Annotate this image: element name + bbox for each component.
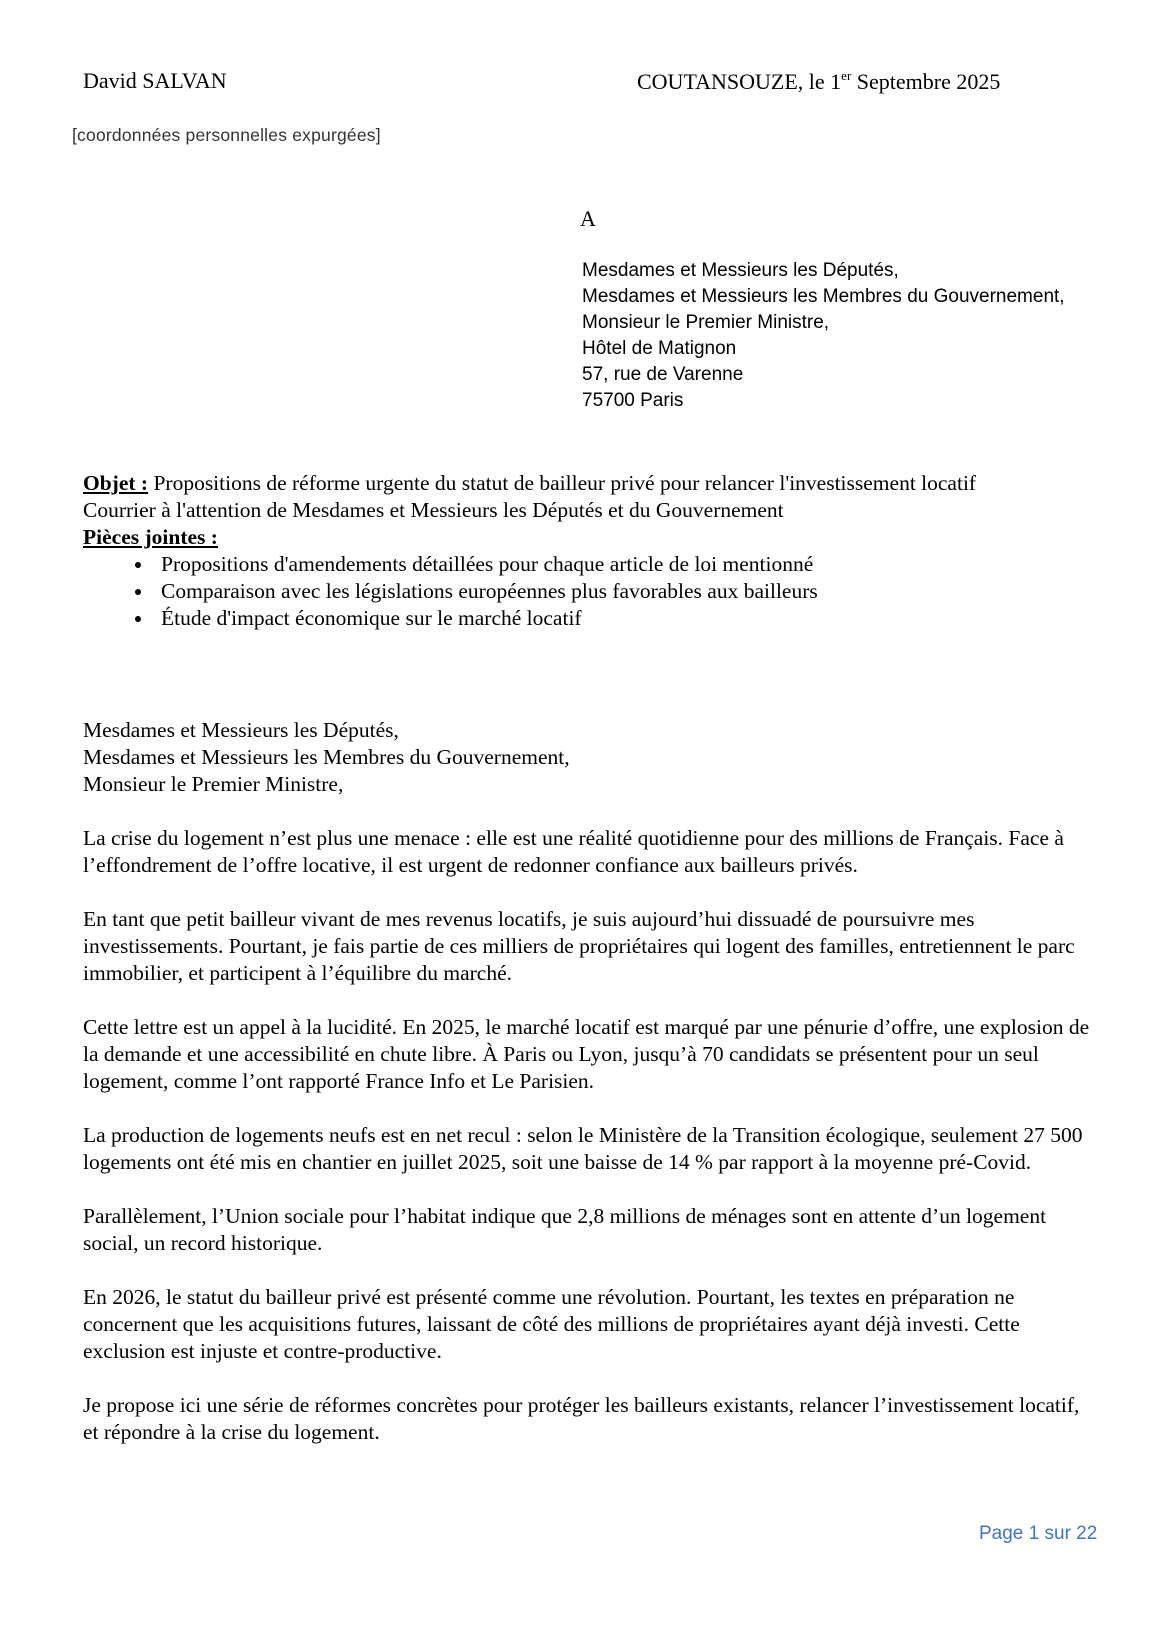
subject-line [83,470,1093,497]
recipient-line: Mesdames et Messieurs les Députés, [582,260,899,281]
body-paragraph: La crise du logement n’est plus une menace : elle est une réalité quotidienne pour des millions de Français. Face à l’effondrement de l’offre locative, il est urgent de redonner confiance aux bailleurs privés. [83,826,1064,877]
body-paragraph: En 2026, le statut du bailleur privé est présenté comme une révolution. Pourtant, les textes en préparation ne concernent que les acquisitions futures, laissant de côté des millions de propriétaires ayant déjà investi. Cette exclusion est injuste et contre-productive. [83,1285,1020,1363]
place-date-suffix: Septembre 2025 [851,69,1001,94]
body-paragraph: En tant que petit bailleur vivant de mes revenus locatifs, je suis aujourd’hui dissuadé de poursuivre mes investissements. Pourtant, je fais partie de ces milliers de propriétaires qui logent des familles, entretiennent le parc immobilier, et participent à l’équilibre du marché. [83,907,1075,985]
subject-section [83,470,1093,632]
body-paragraph: Parallèlement, l’Union sociale pour l’habitat indique que 2,8 millions de ménages sont en attente d’un logement social, un record historique. [83,1204,1047,1255]
attachment-item: • Étude d'impact économique sur le marché locatif [154,605,1093,632]
body-paragraph: La production de logements neufs est en net recul : selon le Ministère de la Transition écologique, seulement 27 500 logements ont été mis en chantier en juillet 2025, soit une baisse de 14 % par rapport à la moyenne pré-Covid. [83,1123,1083,1174]
recipient-line: 75700 Paris [582,390,684,411]
attachments-label-text: Pièces jointes : [83,525,218,549]
attachments-label [83,524,1093,551]
subject-label: Objet : [83,471,149,495]
letter-body [83,717,1093,1473]
place-and-date [637,68,1000,95]
attachments-list [83,551,1093,632]
recipient-line: Hôtel de Matignon [582,338,737,359]
body-paragraph: Cette lettre est un appel à la lucidité. En 2025, le marché locatif est marqué par une pénurie d’offre, une explosion de la demande et une accessibilité en chute libre. À Paris ou Lyon, jusqu’à 70 candidats se présentent pour un seul logement, comme l’ont rapporté France Info et Le Parisien. [83,1015,1090,1093]
place-date-prefix: COUTANSOUZE, le 1 [637,69,842,94]
subject-text: Propositions de réforme urgente du statut de bailleur privé pour relancer l'investissement locatif [148,471,977,495]
recipient-prefix: A [580,206,596,231]
place-date-ordinal: er [841,68,852,83]
salutation-line: Mesdames et Messieurs les Députés, [83,718,399,742]
recipient-line: Mesdames et Messieurs les Membres du Gouvernement, [582,286,1065,307]
subject-line-2: Courrier à l'attention de Mesdames et Messieurs les Députés et du Gouvernement [83,498,784,522]
attachment-item: • Propositions d'amendements détaillées pour chaque article de loi mentionné [154,551,1093,578]
salutation [83,717,1093,798]
recipient-address-block [582,258,1065,414]
redacted-contact-note: [coordonnées personnelles expurgées] [72,125,381,145]
attachment-item: • Comparaison avec les législations européennes plus favorables aux bailleurs [154,578,1093,605]
page-number: Page 1 sur 22 [979,1523,1098,1544]
recipient-line: 57, rue de Varenne [582,364,744,385]
salutation-line: Mesdames et Messieurs les Membres du Gouvernement, [83,745,570,769]
salutation-line: Monsieur le Premier Ministre, [83,772,344,796]
body-paragraph: Je propose ici une série de réformes concrètes pour protéger les bailleurs existants, relancer l’investissement locatif, et répondre à la crise du logement. [83,1393,1080,1444]
sender-name: David SALVAN [83,68,227,93]
recipient-line: Monsieur le Premier Ministre, [582,312,830,333]
